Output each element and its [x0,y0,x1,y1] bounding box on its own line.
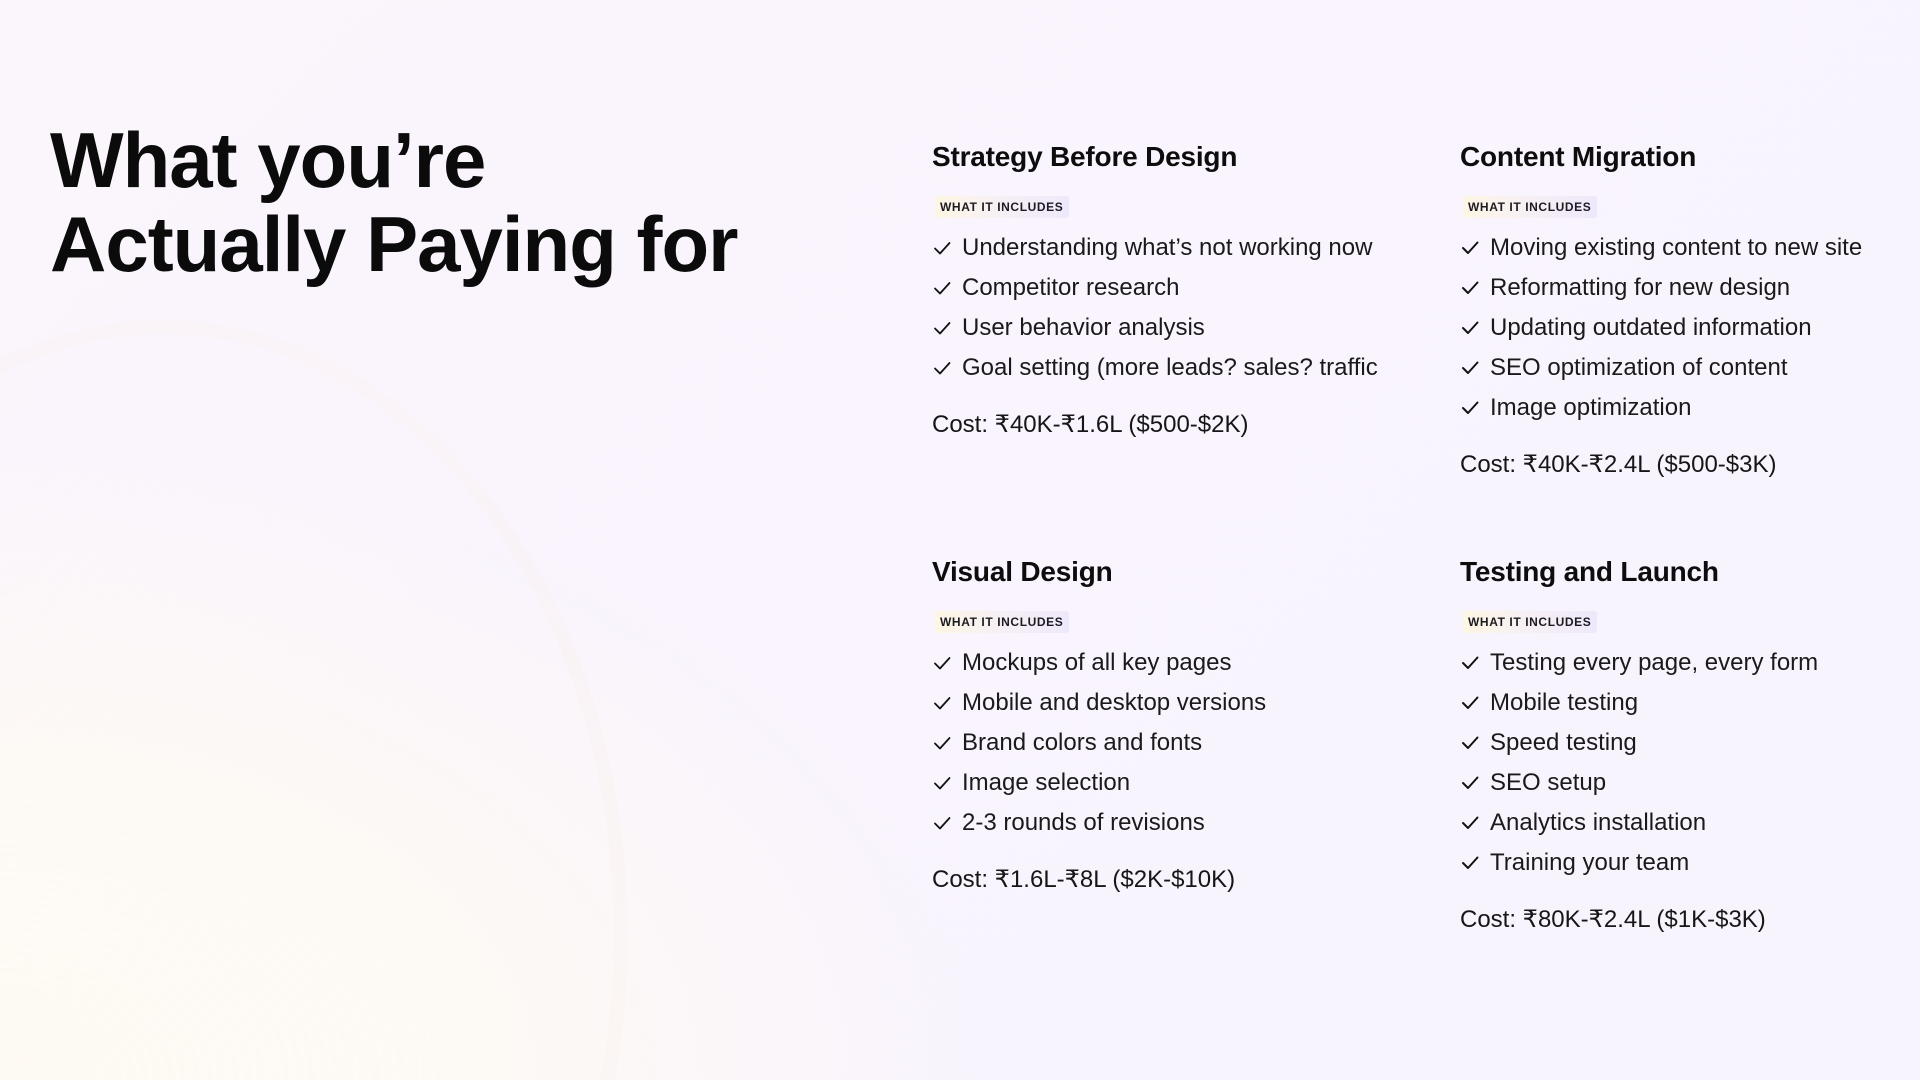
list-item [1460,643,1920,683]
check-icon [932,813,952,833]
list-item-label: Brand colors and fonts [962,729,1203,756]
list-item-label: SEO setup [1490,769,1607,796]
check-icon [1460,318,1480,338]
list-item-label: Updating outdated information [1490,314,1812,341]
list-item [1460,723,1920,763]
check-icon [1460,853,1480,873]
check-icon [932,693,952,713]
list-item-label: User behavior analysis [962,314,1205,341]
list-item-label: Mobile and desktop versions [962,689,1267,716]
check-icon [1460,358,1480,378]
list-item [932,723,1412,763]
list-item [1460,268,1920,308]
list-item [1460,843,1920,883]
check-icon [1460,278,1480,298]
includes-list [1460,643,1920,883]
list-item-label: Training your team [1490,849,1690,876]
list-item-label: Moving existing content to new site [1490,234,1863,261]
includes-list [1460,228,1920,428]
list-item-label: Competitor research [962,274,1180,301]
list-item [932,268,1412,308]
cost-range: Cost: ₹1.6L-₹8L ($2K-$10K) [932,866,1236,893]
check-icon [932,358,952,378]
list-item-label: Reformatting for new design [1490,274,1791,301]
check-icon [932,318,952,338]
card-title: Visual Design [932,556,1113,587]
card-title: Content Migration [1460,141,1697,172]
check-icon [1460,653,1480,673]
page-title [50,118,738,286]
list-item-label: Analytics installation [1490,809,1707,836]
list-item-label: Mockups of all key pages [962,649,1232,676]
check-icon [1460,773,1480,793]
background-arc-decoration [0,320,628,1080]
card-title: Testing and Launch [1460,556,1719,587]
list-item [1460,683,1920,723]
page-title-line-2: Actually Paying for [50,200,738,288]
check-icon [932,653,952,673]
list-item [932,803,1412,843]
list-item [1460,388,1920,428]
list-item [1460,228,1920,268]
list-item [932,228,1412,268]
includes-list [932,643,1412,843]
list-item-label: Goal setting (more leads? sales? traffic [962,354,1378,381]
check-icon [1460,238,1480,258]
list-item [932,308,1412,348]
list-item-label: Speed testing [1490,729,1637,756]
list-item [1460,803,1920,843]
cost-range: Cost: ₹40K-₹2.4L ($500-$3K) [1460,451,1777,478]
check-icon [1460,693,1480,713]
list-item-label: Understanding what’s not working now [962,234,1373,261]
what-it-includes-badge: WHAT IT INCLUDES [1463,611,1597,633]
list-item-label: Mobile testing [1490,689,1639,716]
check-icon [1460,398,1480,418]
page-title-line-1: What you’re [50,116,486,204]
list-item-label: Image selection [962,769,1131,796]
check-icon [932,773,952,793]
list-item-label: SEO optimization of content [1490,354,1788,381]
list-item-label: Image optimization [1490,394,1692,421]
card-visual-design [932,555,1412,895]
list-item [932,643,1412,683]
card-strategy-before-design [932,140,1412,440]
check-icon [1460,733,1480,753]
list-item [1460,763,1920,803]
list-item [932,683,1412,723]
check-icon [1460,813,1480,833]
cost-range: Cost: ₹40K-₹1.6L ($500-$2K) [932,411,1249,438]
check-icon [932,733,952,753]
check-icon [932,278,952,298]
list-item [932,348,1412,388]
list-item [1460,308,1920,348]
list-item-label: Testing every page, every form [1490,649,1819,676]
what-it-includes-badge: WHAT IT INCLUDES [935,611,1069,633]
list-item [1460,348,1920,388]
includes-list [932,228,1412,388]
check-icon [932,238,952,258]
card-content-migration [1460,140,1920,480]
card-title: Strategy Before Design [932,141,1238,172]
what-it-includes-badge: WHAT IT INCLUDES [1463,196,1597,218]
list-item-label: 2-3 rounds of revisions [962,809,1205,836]
card-testing-and-launch [1460,555,1920,935]
list-item [932,763,1412,803]
cost-range: Cost: ₹80K-₹2.4L ($1K-$3K) [1460,906,1766,933]
what-it-includes-badge: WHAT IT INCLUDES [935,196,1069,218]
